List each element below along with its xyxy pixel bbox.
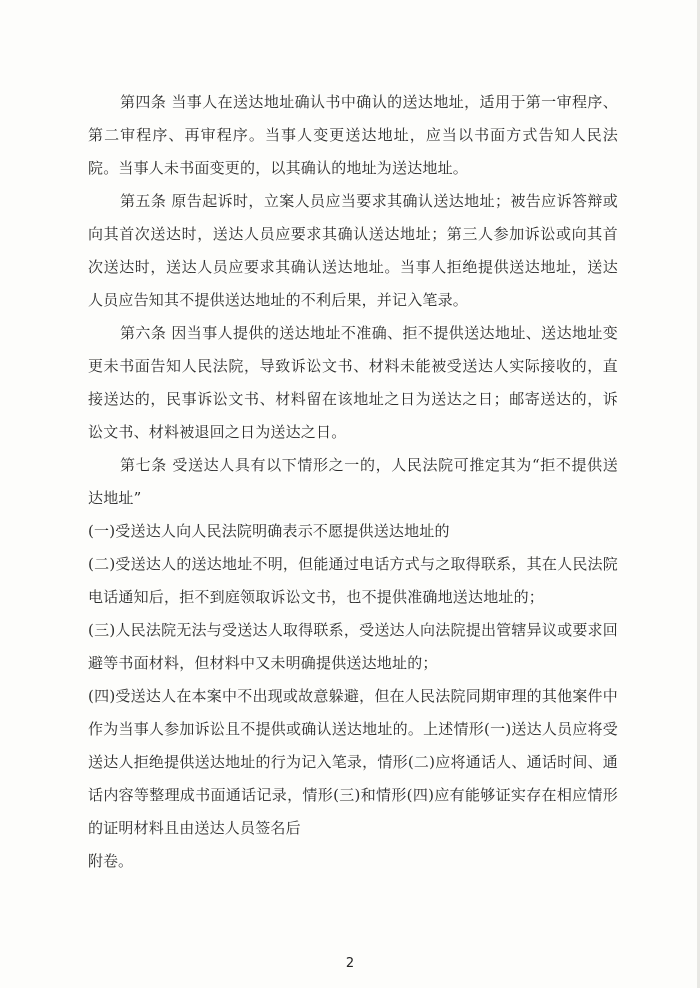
article-7-paragraph: 第七条 受送达人具有以下情形之一的，人民法院可推定其为“拒不提供送达地址” — [88, 456, 618, 507]
page-number: 2 — [345, 956, 355, 971]
list-item-4: (四)受送达人在本案中不出现或故意躲避，但在人民法院同期审理的其他案件中作为当事人参加诉讼且不提供或确认送达地址的。上述情形(一)送达人员应将受送达人拒绝提供送达地址的行为记入笔录，情形(二)应将通话人、通话时间、通话内容等整理成书面通话记录，情形(三)和情形(四)应有能够证实存在相应情形的证明材料且由送达人员签名后 — [88, 687, 618, 837]
list-item-2: (二)受送达人的送达地址不明，但能通过电话方式与之取得联系，其在人民法院电话通知后，拒不到庭领取诉讼文书，也不提供准确地送达地址的； — [88, 555, 618, 606]
list-item-3: (三)人民法院无法与受送达人取得联系，受送达人向法院提出管辖异议或要求回避等书面材料，但材料中又未明确提供送达地址的； — [88, 621, 618, 672]
document-body — [88, 86, 618, 878]
article-6-paragraph: 第六条 因当事人提供的送达地址不准确、拒不提供送达地址、送达地址变更未书面告知人民法院，导致诉讼文书、材料未能被受送达人实际接收的，直接送达的，民事诉讼文书、材料留在该地址之日为送达之日；邮寄送达的，诉讼文书、材料被退回之日为送达之日。 — [88, 324, 618, 441]
article-5-paragraph: 第五条 原告起诉时，立案人员应当要求其确认送达地址；被告应诉答辩或向其首次送达时，送达人员应要求其确认送达地址；第三人参加诉讼或向其首次送达时，送达人员应要求其确认送达地址。当事人拒绝提供送达地址，送达人员应告知其不提供送达地址的不利后果，并记入笔录。 — [88, 192, 618, 309]
article-4-paragraph: 第四条 当事人在送达地址确认书中确认的送达地址，适用于第一审程序、第二审程序、再审程序。当事人变更送达地址，应当以书面方式告知人民法院。当事人未书面变更的，以其确认的地址为送达地址。 — [88, 93, 618, 177]
appendix-note: 附卷。 — [88, 852, 134, 870]
list-item-1: (一)受送达人向人民法院明确表示不愿提供送达地址的 — [88, 522, 450, 540]
